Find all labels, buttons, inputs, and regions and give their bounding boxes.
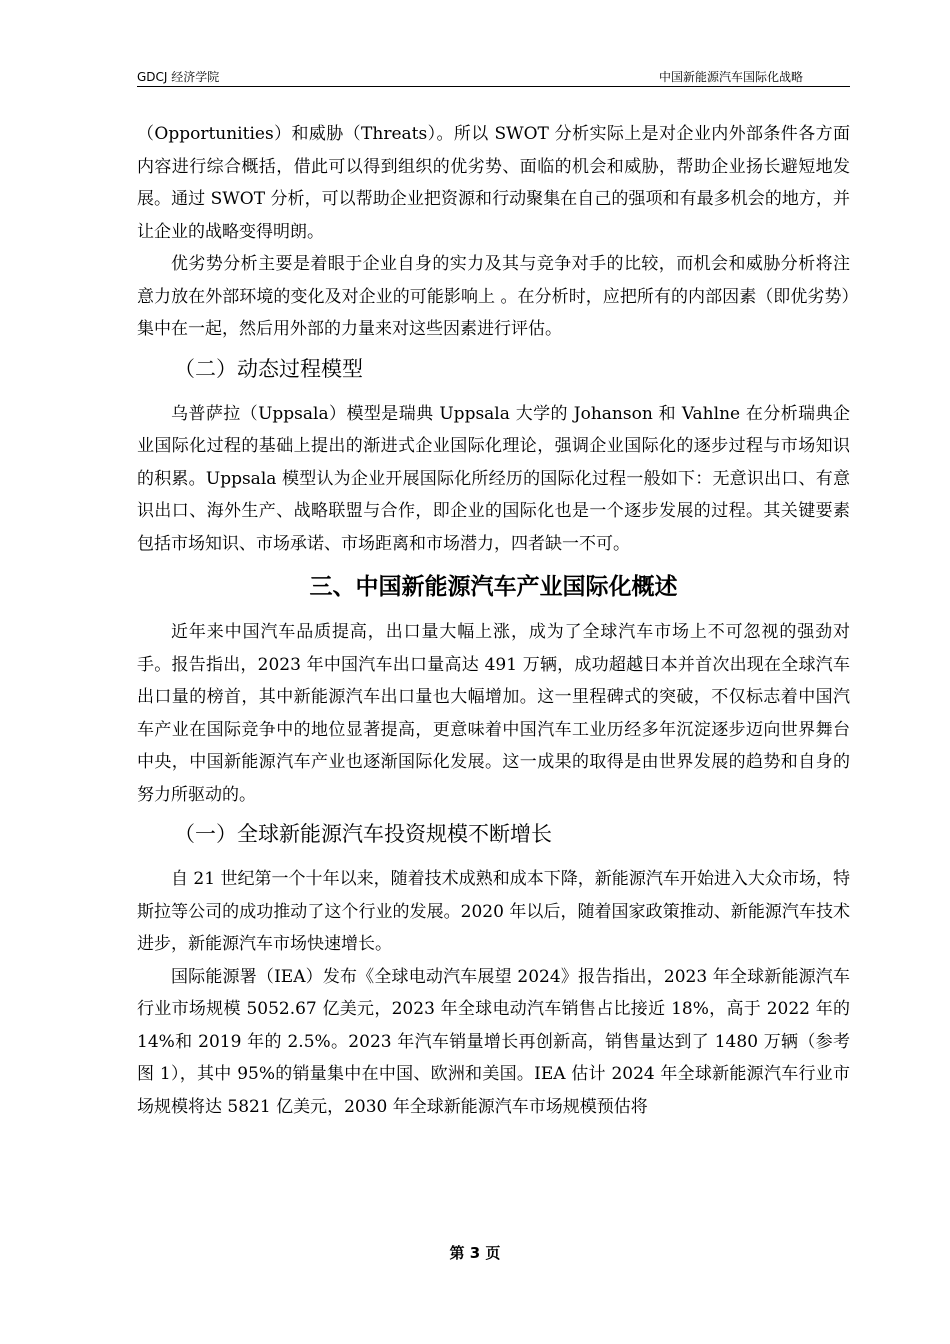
paragraph-export-growth: 近年来中国汽车品质提高，出口量大幅上涨，成为了全球汽车市场上不可忽视的强劲对手。报告指出，2023 年中国汽车出口量高达 491 万辆，成功超越日本并首次出现在全球汽车出口量的榜首，其中新能源汽车出口量也大幅增加。这一里程碑式的突破，不仅标志着中国汽车产业在国际竞争中的地位显著提高，更意味着中国汽车工业历经多年沉淀逐步迈向世界舞台中央，中国新能源汽车产业也逐渐国际化发展。这一成果的取得是由世界发展的趋势和自身的努力所驱动的。 [137, 622, 850, 805]
section-heading-internationalization-overview: 三、中国新能源汽车产业国际化概述 [309, 574, 678, 600]
paragraph-iea-report: 国际能源署（IEA）发布《全球电动汽车展望 2024》报告指出，2023 年全球新能源汽车行业市场规模 5052.67 亿美元，2023 年全球电动汽车销售占比接近 18%，高于 2022 年的 14%和 2019 年的 2.5%。2023 年汽车销量增长再创新高，销售量达到了 1480 万辆（参考图 1），其中 95%的销量集中在中国、欧洲和美国。IEA 估计 2024 年全球新能源汽车行业市场规模将达 5821 亿美元，2030 年全球新能源汽车市场规模预估将 [137, 966, 850, 1117]
paragraph-uppsala-model: 乌普萨拉（Uppsala）模型是瑞典 Uppsala 大学的 Johanson 和 Vahlne 在分析瑞典企业国际化过程的基础上提出的渐进式企业国际化理论，强调企业国际化的逐步过程与市场知识的积累。Uppsala 模型认为企业开展国际化所经历的国际化过程一般如下：无意识出口、有意识出口、海外生产、战略联盟与合作，即企业的国际化也是一个逐步发展的过程。其关键要素包括市场知识、市场承诺、市场距离和市场潜力，四者缺一不可。 [137, 403, 850, 554]
header-institution: GDCJ 经济学院 [137, 70, 220, 84]
paragraph-swot-continuation: （Opportunities）和威胁（Threats）。所以 SWOT 分析实际上是对企业内外部条件各方面内容进行综合概括，借此可以得到组织的优劣势、面临的机会和威胁，帮助企业扬长避短地发展。通过 SWOT 分析，可以帮助企业把资源和行动聚集在自己的强项和有最多机会的地方，并让企业的战略变得明朗。 [137, 124, 850, 242]
paragraph-market-entry: 自 21 世纪第一个十年以来，随着技术成熟和成本下降，新能源汽车开始进入大众市场，特斯拉等公司的成功推动了这个行业的发展。2020 年以后，随着国家政策推动、新能源汽车技术进步，新能源汽车市场快速增长。 [137, 869, 850, 954]
page-content [137, 118, 850, 1123]
subheading-global-investment: （一）全球新能源汽车投资规模不断增长 [174, 822, 552, 846]
paragraph-strengths-analysis: 优劣势分析主要是着眼于企业自身的实力及其与竞争对手的比较，而机会和威胁分析将注意力放在外部环境的变化及对企业的可能影响上 。在分析时，应把所有的内部因素（即优劣势）集中在一起，然后用外部的力量来对这些因素进行评估。 [137, 254, 850, 339]
subheading-dynamic-process-model: （二）动态过程模型 [174, 356, 363, 381]
page-header [137, 66, 850, 87]
page-number: 第 3 页 [449, 1244, 501, 1262]
header-document-title: 中国新能源汽车国际化战略 [658, 70, 803, 84]
